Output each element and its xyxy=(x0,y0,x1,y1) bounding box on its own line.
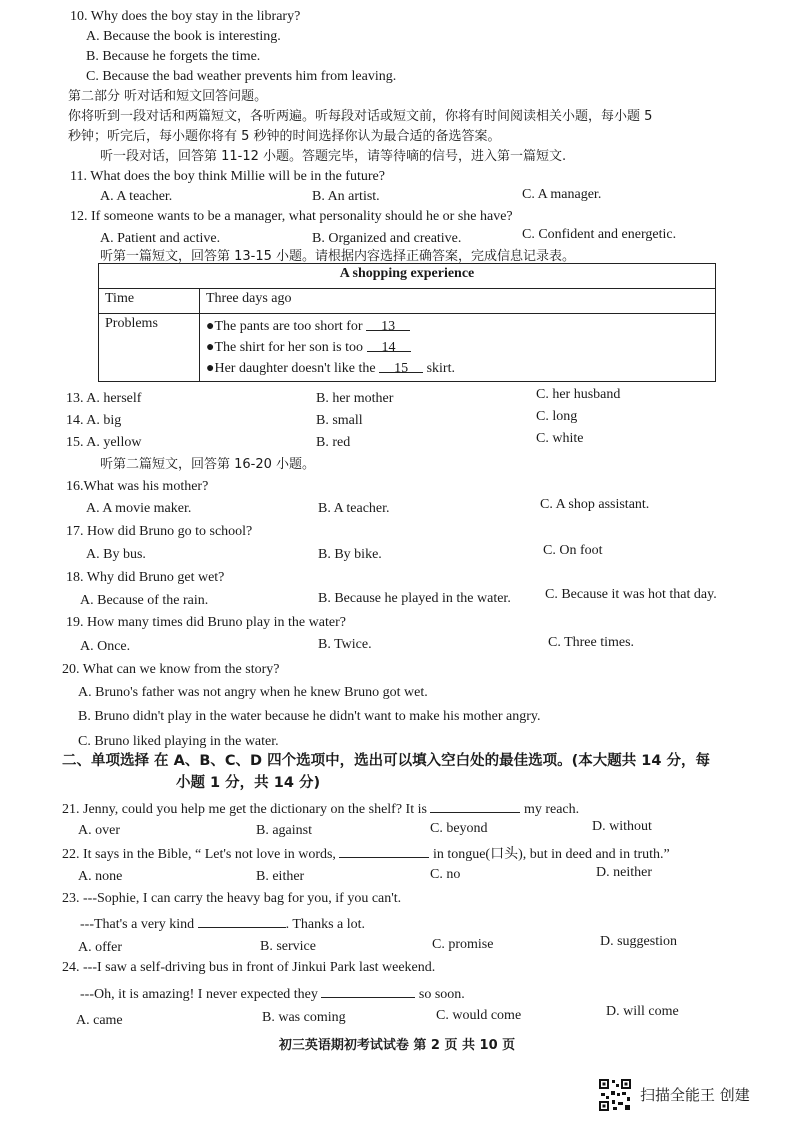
q10-stem: 10. Why does the boy stay in the library? xyxy=(70,9,301,24)
q17-option-c: C. On foot xyxy=(543,543,603,558)
q18-option-b: B. Because he played in the water. xyxy=(318,591,511,606)
q24-option-c: C. would come xyxy=(436,1008,522,1023)
q22-stem-pre: 22. It says in the Bible, “ Let's not love in words, xyxy=(62,847,336,862)
q24-option-b: B. was coming xyxy=(262,1010,346,1025)
q19-option-b: B. Twice. xyxy=(318,637,372,652)
problem-3 xyxy=(206,358,709,379)
q22-option-c: C. no xyxy=(430,867,461,882)
q23-option-b: B. service xyxy=(260,939,316,954)
page-footer: 初三英语期初考试试卷 第 2 页 共 10 页 xyxy=(278,1038,516,1053)
q21-option-b: B. against xyxy=(256,823,312,838)
scanner-watermark: 扫描全能王 创建 xyxy=(640,1086,750,1104)
q13-option-a: 13. A. herself xyxy=(66,391,142,406)
q21-stem-pre: 21. Jenny, could you help me get the dictionary on the shelf? It is xyxy=(62,802,427,817)
q22-stem xyxy=(62,843,670,864)
part2-title: 第二部分 听对话和短文回答问题。 xyxy=(68,89,268,104)
q16-option-a: A. A movie maker. xyxy=(86,501,192,516)
q16-option-c: C. A shop assistant. xyxy=(540,497,650,512)
q15-option-b: B. red xyxy=(316,435,351,450)
q23-blank[interactable] xyxy=(198,913,286,928)
passage1-instruction: 听第一篇短文，回答第 13-15 小题。请根据内容选择正确答案，完成信息记录表。 xyxy=(100,249,576,264)
q15-option-a: 15. A. yellow xyxy=(66,435,142,450)
problem-3-after: skirt. xyxy=(426,361,455,376)
blank-14[interactable]: 14 xyxy=(367,337,411,352)
q19-option-a: A. Once. xyxy=(80,639,131,654)
q23-line2-post: . Thanks a lot. xyxy=(285,917,366,932)
section2-heading-line1: 二、单项选择 在 A、B、C、D 四个选项中，选出可以填入空白处的最佳选项。(本大题共 14 分，每 xyxy=(62,753,710,769)
q23-line2-pre: ---That's a very kind xyxy=(80,917,195,932)
q22-blank[interactable] xyxy=(339,843,429,858)
q24-line2-post: so soon. xyxy=(418,987,465,1002)
dialog-instruction: 听一段对话，回答第 11-12 小题。答题完毕，请等待嘀的信号，进入第一篇短文. xyxy=(100,149,567,164)
problem-2 xyxy=(206,337,709,358)
q14-option-a: 14. A. big xyxy=(66,413,122,428)
problem-1 xyxy=(206,316,709,337)
blank-15[interactable]: 15 xyxy=(379,358,423,373)
q23-option-a: A. offer xyxy=(78,940,123,955)
q18-option-a: A. Because of the rain. xyxy=(80,593,209,608)
q21-stem xyxy=(62,798,579,819)
q11-stem: 11. What does the boy think Millie will be in the future? xyxy=(70,169,385,184)
q22-option-d: D. neither xyxy=(596,865,652,880)
q21-stem-post: my reach. xyxy=(523,802,580,817)
q16-stem: 16.What was his mother? xyxy=(66,479,209,494)
q17-option-b: B. By bike. xyxy=(318,547,382,562)
q23-option-d: D. suggestion xyxy=(600,934,677,949)
q20-stem: 20. What can we know from the story? xyxy=(62,662,280,677)
q24-line1: 24. ---I saw a self-driving bus in front of Jinkui Park last weekend. xyxy=(62,960,436,975)
q15-option-c: C. white xyxy=(536,431,584,446)
part2-instruction-2: 秒钟；听完后，每小题你将有 5 秒钟的时间选择你认为最合适的备选答案。 xyxy=(68,129,501,144)
q22-option-a: A. none xyxy=(78,869,123,884)
q18-option-c: C. Because it was hot that day. xyxy=(545,587,717,602)
q24-option-d: D. will come xyxy=(606,1004,679,1019)
passage2-instruction: 听第二篇短文，回答第 16-20 小题。 xyxy=(100,457,316,472)
q23-line2 xyxy=(80,913,365,934)
q19-stem: 19. How many times did Bruno play in the water? xyxy=(66,615,346,630)
q13-option-c: C. her husband xyxy=(536,387,621,402)
problem-3-text: ●Her daughter doesn't like the xyxy=(206,361,376,376)
q24-option-a: A. came xyxy=(76,1013,123,1028)
q17-stem: 17. How did Bruno go to school? xyxy=(66,524,253,539)
q12-option-c: C. Confident and energetic. xyxy=(522,227,677,242)
q10-option-c: C. Because the bad weather prevents him from leaving. xyxy=(86,69,397,84)
q21-option-a: A. over xyxy=(78,823,120,838)
table-problems-label: Problems xyxy=(99,314,200,382)
q23-line1: 23. ---Sophie, I can carry the heavy bag for you, if you can't. xyxy=(62,891,402,906)
table-time-value: Three days ago xyxy=(200,289,716,314)
part2-instruction-1: 你将听到一段对话和两篇短文，各听两遍。听每段对话或短文前，你将有时间阅读相关小题，每小题 5 xyxy=(68,109,653,124)
q24-line2-pre: ---Oh, it is amazing! I never expected they xyxy=(80,987,318,1002)
q10-option-a: A. Because the book is interesting. xyxy=(86,29,281,44)
q18-stem: 18. Why did Bruno get wet? xyxy=(66,570,225,585)
q23-option-c: C. promise xyxy=(432,937,494,952)
q11-option-b: B. An artist. xyxy=(312,189,380,204)
q24-blank[interactable] xyxy=(321,983,415,998)
q13-option-b: B. her mother xyxy=(316,391,394,406)
qr-code-icon xyxy=(598,1078,632,1112)
q17-option-a: A. By bus. xyxy=(86,547,146,562)
q21-option-c: C. beyond xyxy=(430,821,488,836)
q10-option-b: B. Because he forgets the time. xyxy=(86,49,261,64)
q20-option-a: A. Bruno's father was not angry when he knew Bruno got wet. xyxy=(78,685,428,700)
table-time-label: Time xyxy=(99,289,200,314)
q19-option-c: C. Three times. xyxy=(548,635,635,650)
q12-option-b: B. Organized and creative. xyxy=(312,231,462,246)
q14-option-c: C. long xyxy=(536,409,578,424)
blank-13[interactable]: 13 xyxy=(366,316,410,331)
problem-1-text: ●The pants are too short for xyxy=(206,319,363,334)
q11-option-a: A. A teacher. xyxy=(100,189,173,204)
q14-option-b: B. small xyxy=(316,413,363,428)
q21-blank[interactable] xyxy=(430,798,520,813)
q12-stem: 12. If someone wants to be a manager, what personality should he or she have? xyxy=(70,209,513,224)
table-title: A shopping experience xyxy=(99,264,716,289)
q22-stem-post: in tongue(口头), but in deed and in truth.” xyxy=(432,847,670,862)
q21-option-d: D. without xyxy=(592,819,652,834)
table-problems-cell xyxy=(200,314,716,382)
info-record-table xyxy=(98,263,716,382)
problem-2-text: ●The shirt for her son is too xyxy=(206,340,363,355)
q11-option-c: C. A manager. xyxy=(522,187,602,202)
section2-heading-line2: 小题 1 分，共 14 分) xyxy=(176,775,321,791)
q16-option-b: B. A teacher. xyxy=(318,501,390,516)
q12-option-a: A. Patient and active. xyxy=(100,231,221,246)
q22-option-b: B. either xyxy=(256,869,305,884)
q20-option-c: C. Bruno liked playing in the water. xyxy=(78,734,279,749)
q20-option-b: B. Bruno didn't play in the water because he didn't want to make his mother angry. xyxy=(78,709,541,724)
q24-line2 xyxy=(80,983,465,1004)
